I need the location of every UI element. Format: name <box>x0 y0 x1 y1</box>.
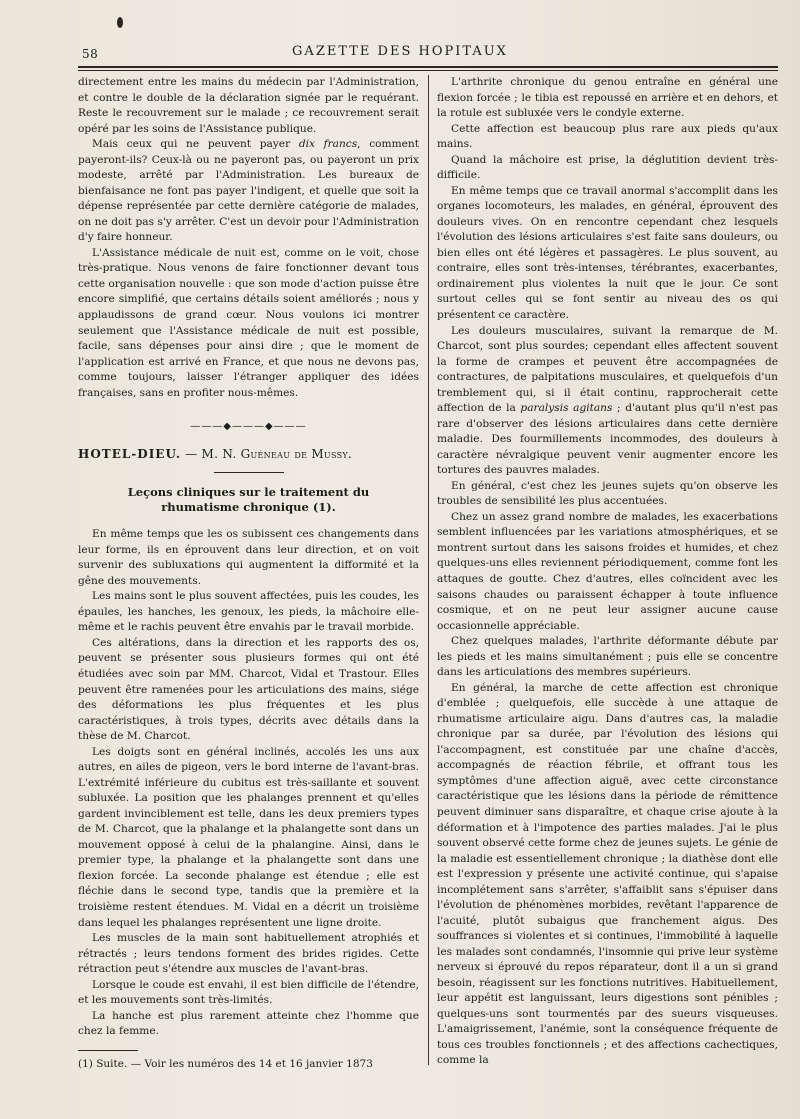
paragraph: La hanche est plus rarement atteinte chez l'homme que chez la femme. <box>78 1009 419 1038</box>
paragraph: En général, c'est chez les jeunes sujets qu'on observe les troubles de sensibilité les plus accentuées. <box>437 479 778 508</box>
section-author: — M. N. Guéneau de Mussy. <box>185 446 353 461</box>
paragraph: Les doigts sont en général inclinés, accolés les uns aux autres, en ailes de pigeon, vers le bord interne de l'avant-bras. L'extrémité inférieure du cubitus est très-saillante et souvent subluxée. La position que les phalanges prennent et qu'elles gardent invinciblement est telle, dans les deux premiers types de M. Charcot, que la phalange et la phalangette sont dans un mouvement opposé à celui de la phalangine. Ainsi, dans le premier type, la phalange et la phalangette sont dans une flexion forcée. La seconde phalange est étendue ; elle est fléchie dans le second type, tandis que la première et la troisième restent étendues. M. Vidal en a décrit un troisième dans lequel les phalanges représentent une ligne droite. <box>78 745 419 929</box>
paragraph: Quand la mâchoire est prise, la déglutition devient très-difficile. <box>437 153 778 182</box>
left-column <box>78 75 419 1071</box>
paragraph: Ces altérations, dans la direction et les rapports des os, peuvent se présenter sous plusieurs formes qui ont été étudiées avec soin par MM. Charcot, Vidal et Trastour. Elles peuvent être ramenées pour les articulations des mains, siége des déformations les plus fréquentes et les plus caractéristiques, à trois types, décrits avec détails dans la thèse de M. Charcot. <box>78 636 419 743</box>
paragraph: En général, la marche de cette affection est chronique d'emblée ; quelquefois, elle succède à une attaque de rhumatisme articulaire aigu. Dans d'autres cas, la maladie chronique par sa durée, par l'évolution des lésions qui l'accompagnent, est constituée par une chaîne d'accès, accompagnés de réaction fébrile, et offrant tous les symptômes d'une affection aiguë, avec cette circonstance caractéristique que les lésions dans la période de rémittence peuvent diminuer sans disparaître, et chaque crise ajoute à la déformation et à l'impotence des parties malades. J'ai le plus souvent observé cette forme chez de jeunes sujets. Le génie de la maladie est essentiellement chronique ; la diathèse dont elle est l'expression y présente une activité continue, qui s'apaise incomplétement sans s'arrêter, s'affaiblit sans s'épuiser dans l'évolution de phénomènes morbides, revêtant l'apparence de l'acuité, plutôt subaigus que franchement aigus. Des souffrances si violentes et si continues, l'immobilité à laquelle les malades sont condamnés, l'insomnie qui prive leur système nerveux si éprouvé du repos réparateur, dont il a un si grand besoin, réagissent sur les fonctions nutritives. Habituellement, leur appétit est languissant, leurs digestions sont pénibles ; quelques-uns sont tourmentés par des sueurs visqueuses. L'amaigrissement, l'anémie, sont la conséquence fréquente de tous ces troubles fonctionnels ; et des affections cachectiques, comme la <box>437 681 778 1067</box>
paragraph: Les muscles de la main sont habituellement atrophiés et rétractés ; leurs tendons forment des brides rigides. Cette rétraction peut s'étendre aux muscles de l'avant-bras. <box>78 932 419 976</box>
paragraph: L'Assistance médicale de nuit est, comme on le voit, chose très-pratique. Nous venons de faire fonctionner devant tous cette organisation nouvelle : que son mode d'action puisse être encore simplifié, que certains détails soient améliorés ; nous y applaudissons de grand cœur. Nous voulons ici montrer seulement que l'Assistance médicale de nuit est possible, facile, sans dépenses pour ainsi dire ; que le moment de l'application est arrivé en France, et que nous ne devons pas, comme toujours, laisser l'étranger appliquer des idées françaises, sans en profiter nous-mêmes. <box>78 246 419 399</box>
column-divider <box>428 75 429 1065</box>
paragraph: Chez un assez grand nombre de malades, les exacerbations semblent influencées par les variations atmosphériques, et se montrent surtout dans les saisons froides et humides, et chez quelques-uns elles reviennent périodiquement, comme font les attaques de goutte. Chez d'autres, elles coïncident avec les saisons chaudes ou paraissent échapper à toute influence cosmique, et on ne peut leur assigner aucune cause occasionnelle appréciable. <box>437 510 778 632</box>
paragraph: directement entre les mains du médecin par l'Administration, et contre le double de la déclaration signée par le requérant. Reste le recouvrement sur le malade ; ce recouvrement serait opéré par les soins de l'Assistance publique. <box>78 76 419 135</box>
lecture-title: Leçons cliniques sur le traitement du rhumatisme chronique (1). <box>127 485 370 515</box>
header-rule <box>78 66 778 71</box>
paragraph: Chez quelques malades, l'arthrite déformante débute par les pieds et les mains simultanément ; puis elle se concentre dans les articulations des membres supérieurs. <box>437 635 778 679</box>
section-heading <box>78 447 419 463</box>
paragraph: L'arthrite chronique du genou entraîne en général une flexion forcée ; le tibia est repoussé en arrière et en dehors, et la rotule est subluxée vers le condyle externe. <box>437 76 778 120</box>
paragraph: En même temps que les os subissent ces changements dans leur forme, ils en éprouvent dans leur direction, et on voit survenir des subluxations qui augmentent la difformité et la gêne des mouvements. <box>78 528 419 587</box>
right-column <box>437 75 778 1069</box>
footnote: (1) Suite. — Voir les numéros des 14 et 16 janvier 1873 <box>78 1057 373 1070</box>
section-title: HOTEL-DIEU. <box>78 446 181 461</box>
paragraph: Les douleurs musculaires, suivant la remarque de M. Charcot, sont plus sourdes; cependant elles affectent souvent la forme de crampes et peuvent être accompagnées de contractures, de palpitations musculaires, et quelquefois d'un tremblement qui, si il était continu, rapprocherait cette affection de la paralysis agitans ; d'autant plus qu'il n'est pas rare d'observer des lésions articulaires dans cette dernière maladie. Des fourmillements incommodes, des douleurs à caractère névralgique peuvent venir augmenter encore les tortures des pauvres malades. <box>437 324 778 477</box>
ink-spot <box>117 17 123 28</box>
page-number: 58 <box>82 47 99 61</box>
journal-title: GAZETTE DES HOPITAUX <box>292 44 508 59</box>
divider <box>214 472 284 473</box>
section-ornament: ———◆———◆——— <box>190 421 307 433</box>
paragraph: Les mains sont le plus souvent affectées, puis les coudes, les épaules, les hanches, les genoux, les pieds, la mâchoire elle-même et le rachis peuvent être envahis par le travail morbide. <box>78 590 419 634</box>
footnote-rule <box>78 1050 138 1051</box>
paragraph: En même temps que ce travail anormal s'accomplit dans les organes locomoteurs, les malades, en général, éprouvent des douleurs vives. On en rencontre cependant chez lesquels l'évolution des lésions articulaires s'est faite sans douleurs, ou bien elles ont été légères et passagères. Le plus souvent, au contraire, elles sont très-intenses, térébrantes, exacerbantes, ordinairement plus violentes la nuit que le jour. Ce sont surtout celles qui se font sentir au niveau des os qui présentent ce caractère. <box>437 184 778 321</box>
paragraph: Lorsque le coude est envahi, il est bien difficile de l'étendre, et les mouvements sont très-limités. <box>78 978 419 1007</box>
paragraph: Cette affection est beaucoup plus rare aux pieds qu'aux mains. <box>437 122 778 151</box>
paragraph: Mais ceux qui ne peuvent payer dix francs, comment payeront-ils? Ceux-là ou ne payeront pas, ou payeront un prix modeste, arrêté par l'Administration. Les bureaux de bienfaisance ne font pas payer l'indigent, et quelle que soit la dépense représentée par cette dernière catégorie de malades, on ne doit pas s'y arrêter. C'est un devoir pour l'Administration d'y faire honneur. <box>78 138 419 244</box>
